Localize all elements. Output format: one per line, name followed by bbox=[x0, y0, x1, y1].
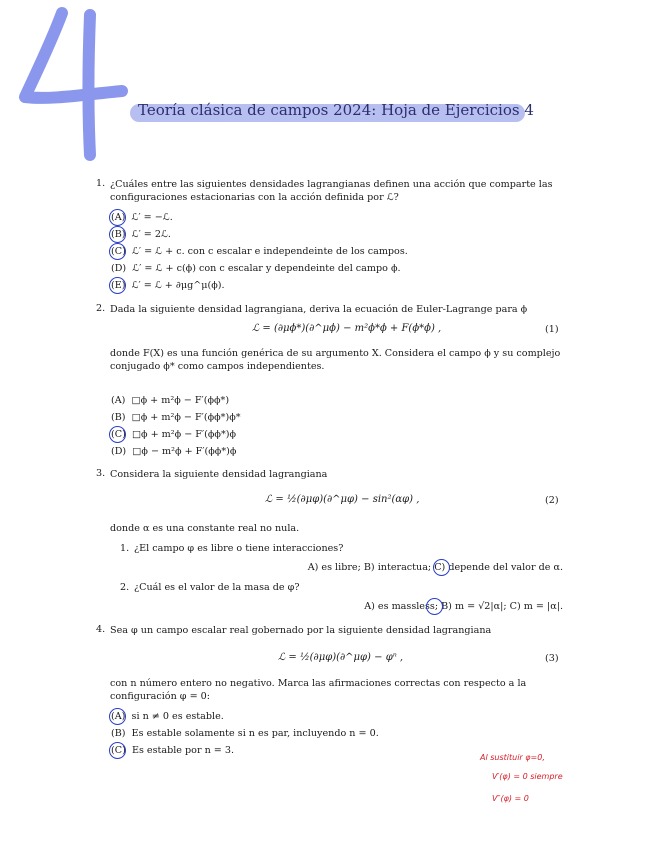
q1-option-b[interactable]: (B) ℒ′ = 2ℒ. bbox=[111, 229, 171, 240]
q1-option-d[interactable]: (D) ℒ′ = ℒ + c(ϕ) con c escalar y dependeinte del campo ϕ. bbox=[111, 263, 401, 274]
q1-option-a[interactable]: (A) ℒ′ = −ℒ. bbox=[111, 212, 173, 223]
q3-sub2-text: ¿Cuál es el valor de la masa de φ? bbox=[134, 582, 300, 593]
q2-option-c[interactable]: (C) □ϕ + m²ϕ − F′(ϕϕ*)ϕ bbox=[111, 429, 237, 440]
answer-circle-q1-e bbox=[109, 277, 126, 294]
q2-number: 2. bbox=[96, 303, 106, 314]
q3-number: 3. bbox=[96, 468, 106, 479]
q2-option-a[interactable]: (A) □ϕ + m²ϕ − F′(ϕϕ*) bbox=[111, 395, 230, 406]
q4-text: Sea φ un campo escalar real gobernado por la siguiente densidad lagrangiana bbox=[110, 625, 492, 636]
q1-number: 1. bbox=[96, 178, 106, 189]
q2-text: Dada la siguiente densidad lagrangiana, deriva la ecuación de Euler-Lagrange para ϕ bbox=[110, 304, 528, 315]
handwritten-four-icon bbox=[10, 5, 130, 165]
note-line-2: V′(φ) = 0 siempre bbox=[492, 772, 563, 781]
q3-text: Considera la siguiente densidad lagrangiana bbox=[110, 469, 328, 480]
q3-sub1-text: ¿El campo φ es libre o tiene interacciones? bbox=[134, 543, 344, 554]
q3-sub1-answers[interactable]: A) es libre; B) interactua; C) depende del valor de α. bbox=[307, 562, 563, 573]
q3-sub2-number: 2. bbox=[120, 582, 130, 593]
answer-circle-q1-b bbox=[109, 226, 126, 243]
q2-equation: ℒ = (∂μϕ*)(∂^μϕ) − m²ϕ*ϕ + F(ϕ*ϕ) , bbox=[252, 323, 442, 334]
q1-option-c[interactable]: (C) ℒ′ = ℒ + c. con c escalar e independeinte de los campos. bbox=[111, 246, 408, 257]
q2-equation-number: (1) bbox=[545, 324, 559, 335]
answer-circle-q4-a bbox=[109, 708, 126, 725]
q4-equation-number: (3) bbox=[545, 653, 559, 664]
note-line-3: V″(φ) = 0 bbox=[492, 794, 529, 803]
q4-option-b[interactable]: (B) Es estable solamente si n es par, incluyendo n = 0. bbox=[111, 728, 379, 739]
answer-circle-q1-c bbox=[109, 243, 126, 260]
q1-option-e[interactable]: (E) ℒ′ = ℒ + ∂μg^μ(ϕ). bbox=[111, 280, 225, 291]
q4-equation: ℒ = ½(∂μφ)(∂^μφ) − φⁿ , bbox=[278, 652, 404, 663]
answer-circle-q3-2-b bbox=[426, 598, 443, 615]
q2-option-d[interactable]: (D) □ϕ − m²ϕ + F′(ϕϕ*)ϕ bbox=[111, 446, 237, 457]
answer-circle-q3-1-c bbox=[433, 559, 450, 576]
q4-option-a[interactable]: (A) si n ≠ 0 es estable. bbox=[111, 711, 224, 722]
note-line-1: Al sustituir φ=0, bbox=[480, 753, 545, 762]
q4-option-c[interactable]: (C) Es estable por n = 3. bbox=[111, 745, 235, 756]
q2-after-text: donde F(X) es una función genérica de su argumento X. Considera el campo ϕ y su complejo conjugado ϕ* como campos independientes. bbox=[110, 348, 561, 372]
answer-circle-q2-c bbox=[109, 426, 126, 443]
q3-after-text: donde α es una constante real no nula. bbox=[110, 523, 300, 534]
q3-sub2-answers[interactable]: A) es massless; B) m = √2|α|; C) m = |α|. bbox=[364, 601, 563, 612]
q4-after-text: con n número entero no negativo. Marca las afirmaciones correctas con respecto a la configuración φ = 0: bbox=[110, 678, 527, 702]
document-title: Teoría clásica de campos 2024: Hoja de Ejercicios 4 bbox=[130, 101, 525, 123]
q3-sub1-number: 1. bbox=[120, 543, 130, 554]
q4-number: 4. bbox=[96, 624, 106, 635]
answer-circle-q1-a bbox=[109, 209, 126, 226]
q1-text: ¿Cuáles entre las siguientes densidades lagrangianas definen una acción que comparte las configuraciones estacionarias con la acción definida por ℒ? bbox=[110, 179, 553, 203]
q3-equation: ℒ = ½(∂μφ)(∂^μφ) − sin²(αφ) , bbox=[265, 494, 420, 505]
answer-circle-q4-c bbox=[109, 742, 126, 759]
q3-equation-number: (2) bbox=[545, 495, 559, 506]
q2-option-b[interactable]: (B) □ϕ + m²ϕ − F′(ϕϕ*)ϕ* bbox=[111, 412, 241, 423]
